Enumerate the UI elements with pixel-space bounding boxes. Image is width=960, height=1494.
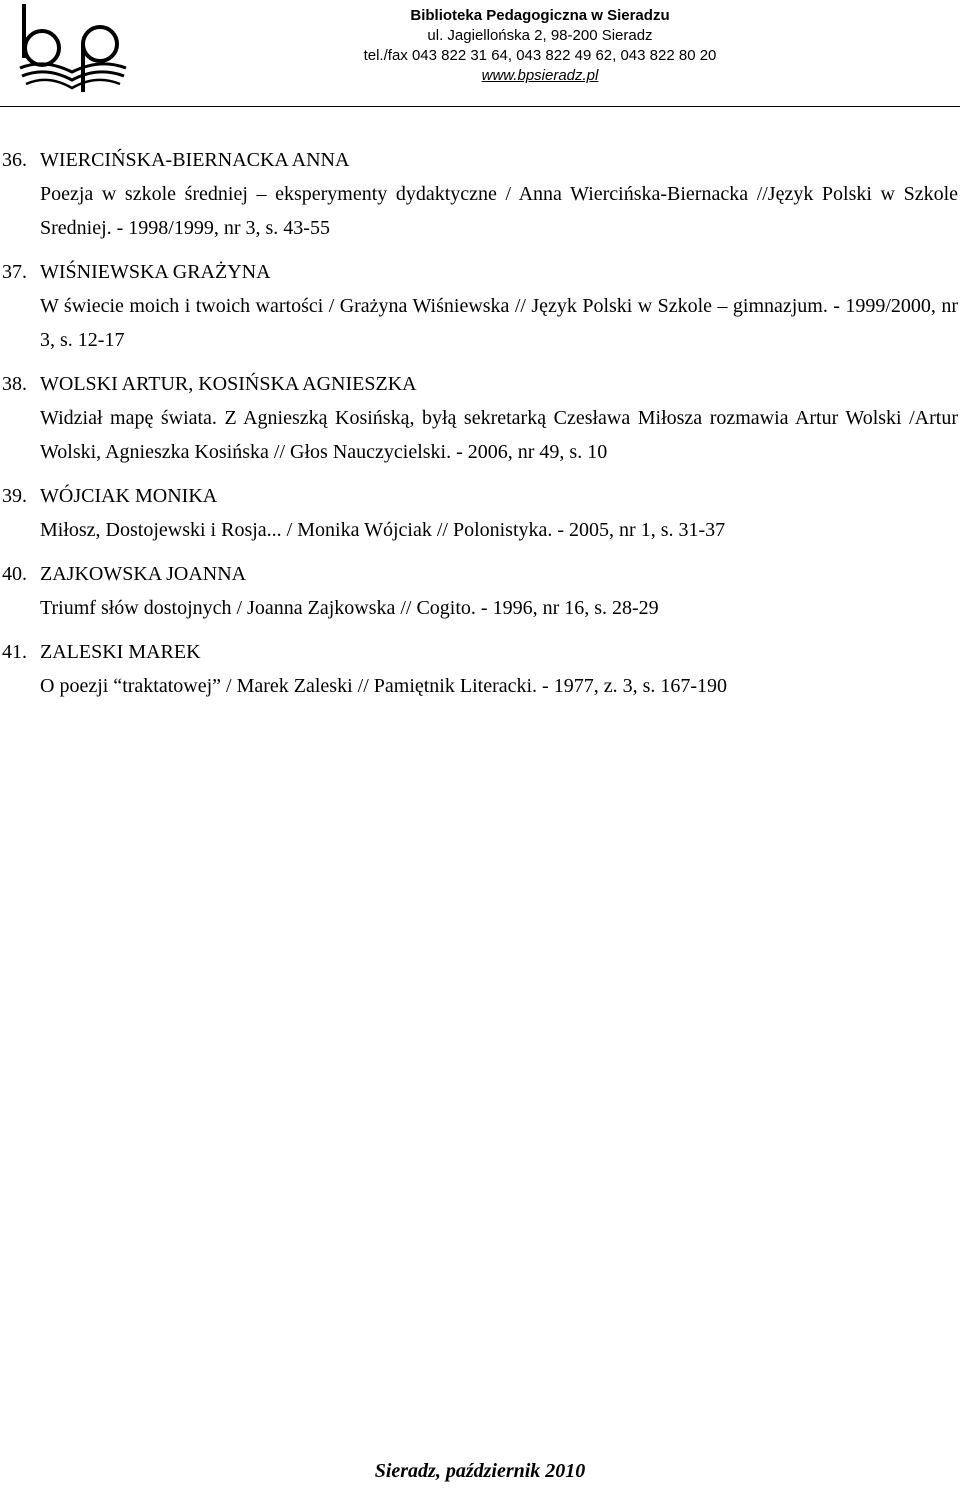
entry-number: 40. <box>2 563 27 585</box>
bp-logo-icon <box>14 0 132 94</box>
library-phones: tel./fax 043 822 31 64, 043 822 49 62, 043 822 80 20 <box>363 47 717 64</box>
bibliography-entry <box>0 557 960 625</box>
entry-author: WOLSKI ARTUR, KOSIŃSKA AGNIESZKA <box>40 373 417 395</box>
entry-description: Miłosz, Dostojewski i Rosja... / Monika Wójciak // Polonistyka. - 2005, nr 1, s. 31-37 <box>40 519 726 541</box>
entry-author: ZAJKOWSKA JOANNA <box>40 563 247 585</box>
entry-description: Widział mapę świata. Z Agnieszką Kosińską, byłą sekretarką Czesława Miłosza rozmawia Artur Wolski /Artur Wolski, Agnieszka Kosińska // Głos Nauczycielski. - 2006, nr 49, s. 10 <box>40 407 958 463</box>
entry-author: ZALESKI MAREK <box>40 641 201 663</box>
bibliography-entry <box>0 143 960 245</box>
bibliography-entry <box>0 479 960 547</box>
bibliography-entry <box>0 635 960 703</box>
bibliography-entry <box>0 255 960 357</box>
entry-number: 41. <box>2 641 27 663</box>
bibliography-list <box>0 143 960 703</box>
header-divider <box>0 106 960 107</box>
library-website-link[interactable]: www.bpsieradz.pl <box>481 67 599 84</box>
library-header <box>330 6 750 86</box>
bibliography-entry <box>0 367 960 469</box>
entry-number: 38. <box>2 373 27 395</box>
library-name: Biblioteka Pedagogiczna w Sieradzu <box>410 7 670 24</box>
entry-description: W świecie moich i twoich wartości / Grażyna Wiśniewska // Język Polski w Szkole – gimnazjum. - 1999/2000, nr 3, s. 12-17 <box>40 295 958 351</box>
entry-description: Poezja w szkole średniej – eksperymenty dydaktyczne / Anna Wiercińska-Biernacka //Język Polski w Szkole Sredniej. - 1998/1999, nr 3, s. 43-55 <box>40 183 958 239</box>
page-footer: Sieradz, październik 2010 <box>374 1460 586 1482</box>
entry-number: 37. <box>2 261 27 283</box>
entry-description: O poezji “traktatowej” / Marek Zaleski // Pamiętnik Literacki. - 1977, z. 3, s. 167-190 <box>40 675 728 697</box>
entry-author: WIERCIŃSKA-BIERNACKA ANNA <box>40 149 350 171</box>
entry-number: 36. <box>2 149 27 171</box>
library-address: ul. Jagiellońska 2, 98-200 Sieradz <box>427 27 653 44</box>
library-logo <box>14 0 132 94</box>
entry-author: WIŚNIEWSKA GRAŻYNA <box>40 261 271 283</box>
entry-author: WÓJCIAK MONIKA <box>40 485 218 507</box>
entry-number: 39. <box>2 485 27 507</box>
entry-description: Triumf słów dostojnych / Joanna Zajkowska // Cogito. - 1996, nr 16, s. 28-29 <box>40 597 659 619</box>
